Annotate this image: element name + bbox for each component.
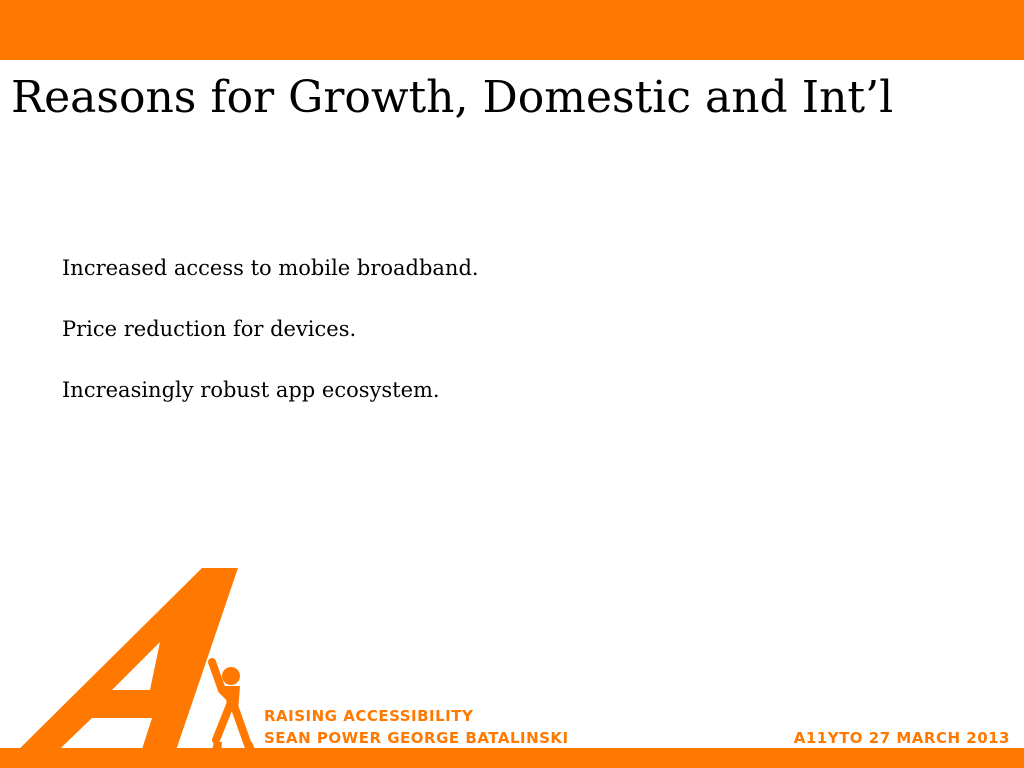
slide-title: Reasons for Growth, Domestic and Int’l <box>11 72 894 123</box>
footer-title: RAISING ACCESSIBILITY <box>264 707 474 725</box>
accessibility-a-logo-icon <box>0 560 270 768</box>
footer-authors: SEAN POWER GEORGE BATALINSKI <box>264 729 569 747</box>
bullet-item: Increased access to mobile broadband. <box>62 256 479 280</box>
bullet-item: Increasingly robust app ecosystem. <box>62 378 440 402</box>
footer-event: A11YTO 27 MARCH 2013 <box>793 729 1010 747</box>
header-bar <box>0 0 1024 60</box>
bullet-item: Price reduction for devices. <box>62 317 357 341</box>
bullet-list <box>62 252 479 435</box>
